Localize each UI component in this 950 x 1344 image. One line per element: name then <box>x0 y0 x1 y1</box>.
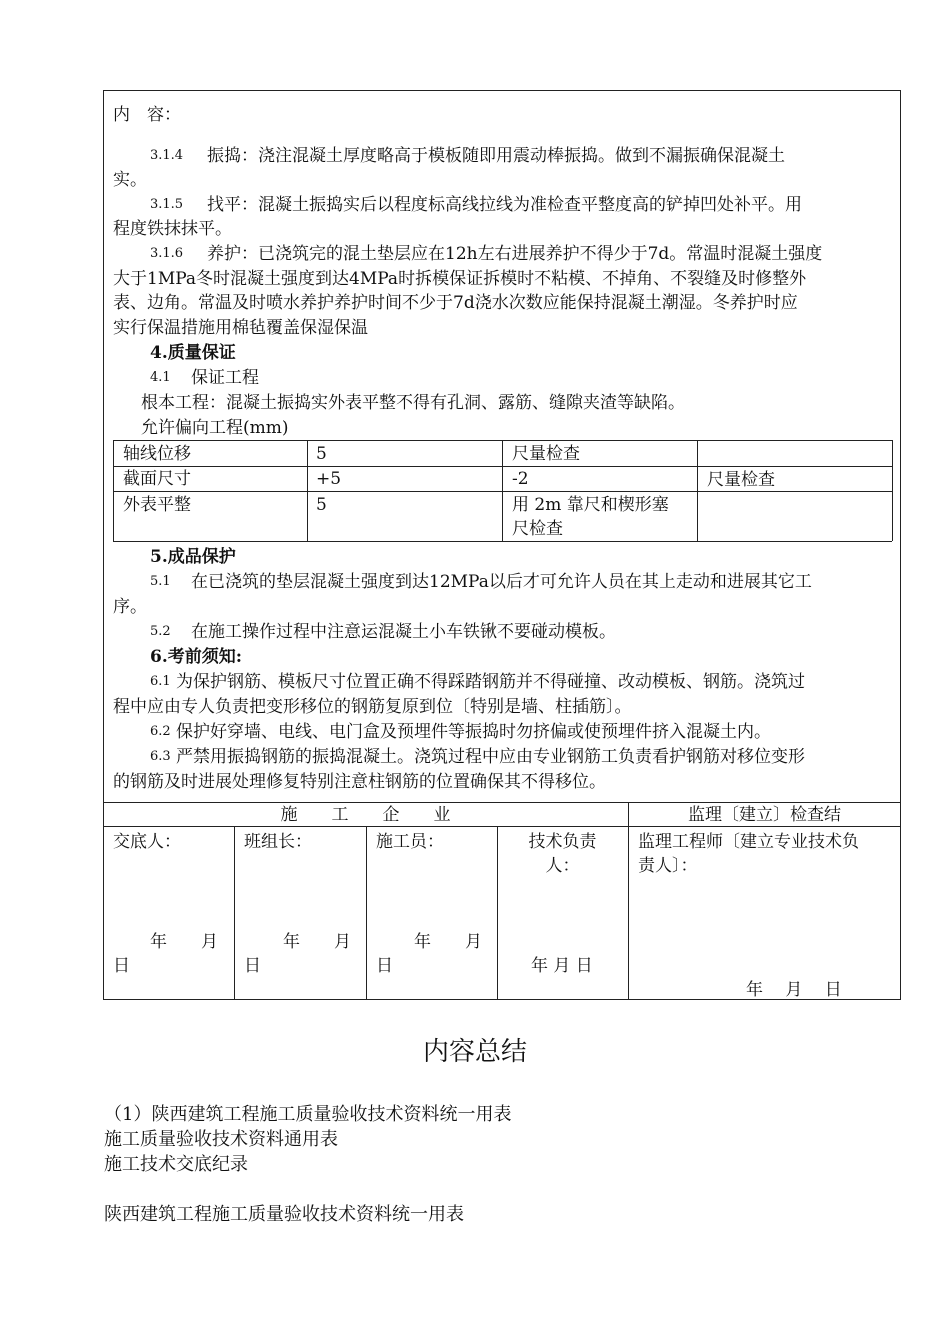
paragraph-line: 振捣：浇注混凝土厚度略高于模板随即用震动棒振捣。做到不漏振确保混凝土 <box>207 146 785 166</box>
supervisor-label: 监理工程师〔建立专业技术负 <box>638 832 859 852</box>
table-cell: 5 <box>316 444 327 464</box>
summary-line: 陕西建筑工程施工质量验收技术资料统一用表 <box>104 1204 464 1225</box>
paragraph-line: 在施工操作过程中注意运混凝土小车铁锹不要碰动模板。 <box>191 622 616 642</box>
paragraph-line: 为保护钢筋、模板尺寸位置正确不得踩踏钢筋并不得碰撞、改动模板、钢筋。浇筑过 <box>176 672 805 692</box>
content-label: 内 容： <box>113 105 181 125</box>
supervisor-header: 监理〔建立〕检查结 <box>688 805 841 825</box>
paragraph-line: 找平：混凝土振捣实后以程度标高线拉线为准检查平整度高的铲掉凹处补平。用 <box>207 195 802 215</box>
date-field: 年 月 <box>414 932 482 952</box>
section-title: 6.考前须知: <box>150 647 243 667</box>
table-cell: 尺量检查 <box>707 470 775 490</box>
item-number: 5.1 <box>150 574 171 589</box>
paragraph-line: 实行保温措施用棉毡覆盖保湿保温 <box>113 318 368 338</box>
paragraph-line: 序。 <box>113 597 147 617</box>
subsection-title: 保证工程 <box>191 368 259 388</box>
summary-line: （1）陕西建筑工程施工质量验收技术资料统一用表 <box>104 1104 512 1125</box>
paragraph-line: 保护好穿墙、电线、电门盒及预埋件等振捣时勿挤偏或使预埋件挤入混凝土内。 <box>176 722 771 742</box>
item-number: 4.1 <box>150 370 171 385</box>
paragraph-line: 根本工程：混凝土振捣实外表平整不得有孔洞、露筋、缝隙夹渣等缺陷。 <box>141 393 685 413</box>
date-field: 年 月 <box>283 932 351 952</box>
company-header: 施 工 企 业 <box>280 805 451 825</box>
constructor-label: 施工员： <box>376 832 444 852</box>
item-number: 5.2 <box>150 624 171 639</box>
table-cell: 用 2m 靠尺和楔形塞 <box>512 495 669 515</box>
summary-line: 施工质量验收技术资料通用表 <box>104 1129 338 1150</box>
table-cell: 尺量检查 <box>512 444 580 464</box>
table-cell: 外表平整 <box>123 495 191 515</box>
paragraph-line: 严禁用振捣钢筋的振捣混凝土。浇筑过程中应由专业钢筋工负责看护钢筋对移位变形 <box>176 747 805 767</box>
table-cell: 尺检查 <box>512 519 563 539</box>
supervisor-label: 责人〕： <box>638 856 698 876</box>
date-field: 日 <box>113 956 130 976</box>
paragraph-line: 程中应由专人负责把变形移位的钢筋复原到位〔特别是墙、柱插筋〕。 <box>113 697 632 717</box>
item-number: 6.2 <box>150 724 171 739</box>
paragraph-line: 允许偏向工程(mm) <box>141 418 289 438</box>
summary-title: 内容总结 <box>422 1037 527 1067</box>
table-cell: 轴线位移 <box>123 444 191 464</box>
tech-lead-label: 技术负责 <box>528 832 597 852</box>
item-number: 6.3 <box>150 749 171 764</box>
paragraph-line: 的钢筋及时进展处理修复特别注意柱钢筋的位置确保其不得移位。 <box>113 772 606 792</box>
paragraph-line: 表、边角。常温及时喷水养护养护时间不少于7d浇水次数应能保持混凝土潮湿。冬养护时应 <box>113 293 798 313</box>
summary-line: 施工技术交底纪录 <box>104 1154 248 1175</box>
date-field: 年 月 日 <box>746 980 842 1000</box>
section-title: 4.质量保证 <box>150 343 236 363</box>
paragraph-line: 大于1MPa冬时混凝土强度到达4MPa时拆模保证拆模时不粘模、不掉角、不裂缝及时修整外 <box>113 269 807 289</box>
table-cell: 5 <box>316 495 327 515</box>
date-field: 日 <box>244 956 261 976</box>
date-field: 年 月 <box>150 932 218 952</box>
paragraph-line: 在已浇筑的垫层混凝土强度到达12MPa以后才可允许人员在其上走动和进展其它工 <box>191 572 812 592</box>
team-leader-label: 班组长： <box>244 832 312 852</box>
paragraph-line: 实。 <box>113 170 147 190</box>
paragraph-line: 程度铁抹抹平。 <box>113 219 232 239</box>
table-cell: +5 <box>316 469 342 489</box>
table-cell: 截面尺寸 <box>123 469 191 489</box>
item-number: 3.1.6 <box>150 246 184 261</box>
paragraph-line: 养护：已浇筑完的混土垫层应在12h左右进展养护不得少于7d。常温时混凝土强度 <box>207 244 823 264</box>
table-cell: -2 <box>512 469 529 489</box>
item-number: 6.1 <box>150 674 171 689</box>
tech-lead-label: 人： <box>545 856 580 876</box>
item-number: 3.1.5 <box>150 197 184 212</box>
date-field: 年 月 日 <box>531 956 593 976</box>
section-title: 5.成品保护 <box>150 547 236 567</box>
item-number: 3.1.4 <box>150 148 184 163</box>
discloser-label: 交底人： <box>113 832 181 852</box>
date-field: 日 <box>376 956 393 976</box>
